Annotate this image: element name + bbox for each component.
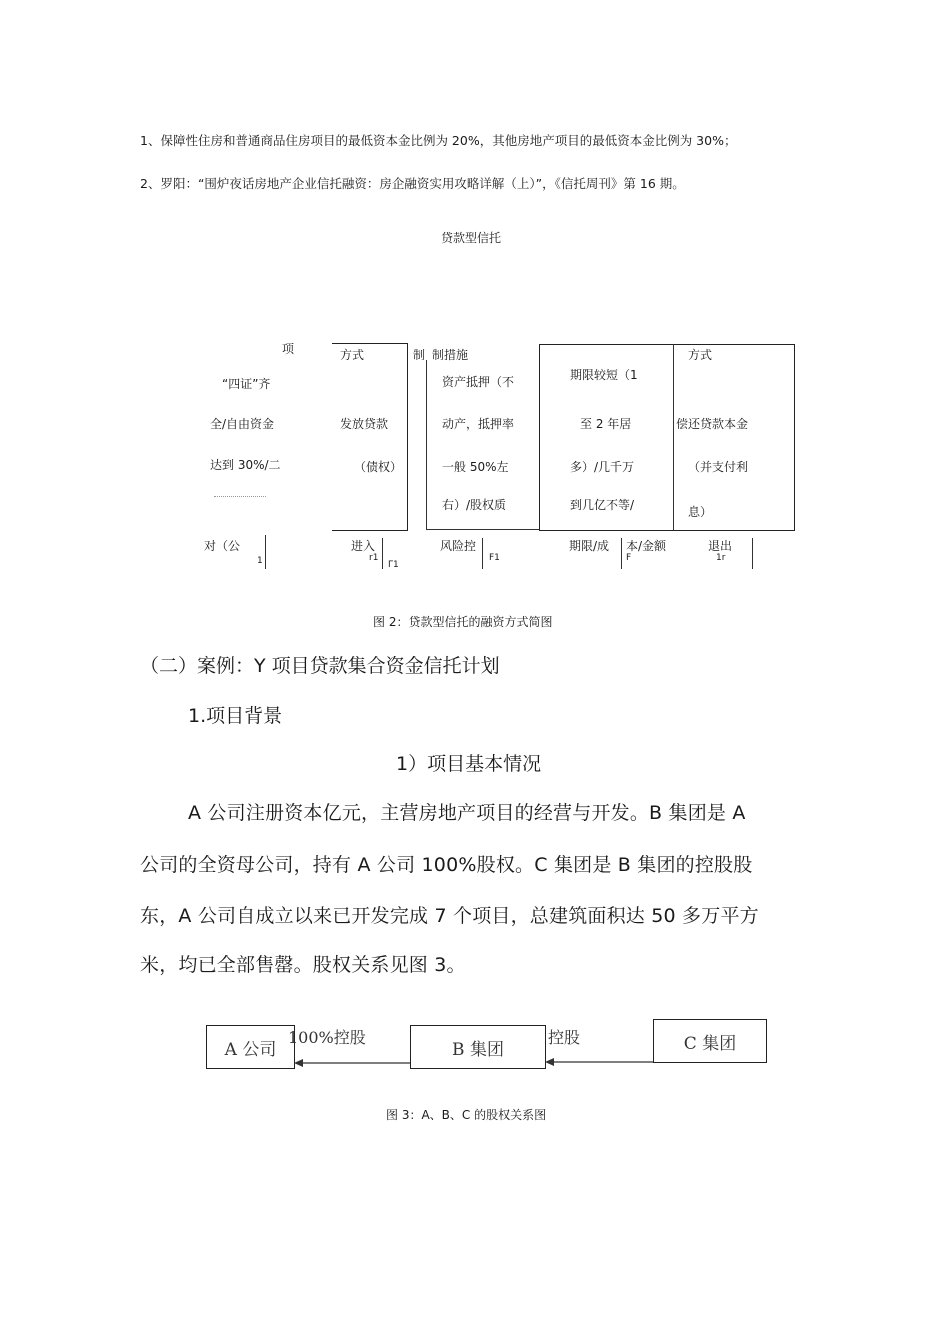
fig2-col2-sub1: r1: [369, 553, 379, 563]
arrow-head-b: [545, 1058, 554, 1066]
fig2-col4-line2: 至 2 年居: [580, 417, 632, 431]
fig2-col4-sub: F: [626, 553, 632, 563]
fig2-col5-line3: 息）: [688, 505, 713, 519]
figure2-title: 贷款型信托: [441, 231, 502, 245]
fig2-col3-line2: 动产，抵押率: [442, 417, 515, 431]
fig2-col5-bottom: 退出: [708, 539, 733, 553]
fig2-col1-line3: 达到 30%/二: [210, 458, 281, 472]
fig2-col3-top-b: 制措施: [432, 348, 469, 362]
fig2-col2-line2: （债权）: [354, 460, 403, 474]
fig2-col1-line2: 全/自由资金: [210, 417, 275, 431]
body-paragraph-line-3: 东，A 公司自成立以来已开发完成 7 个项目，总建筑面积达 50 多万平方: [140, 905, 759, 927]
fig2-col5-sub: 1r: [716, 553, 726, 563]
fig2-col3-sub: F1: [489, 553, 500, 563]
fig2-col3-top-a: 制: [413, 348, 426, 362]
fig2-box-left: [332, 343, 408, 531]
box-c-label: C 集团: [683, 1033, 737, 1054]
fig2-col4-line4: 到几亿不等/: [570, 498, 635, 512]
figure2-caption: 图 2：贷款型信托的融资方式简图: [373, 615, 553, 629]
fig2-col3-line3: 一般 50%左: [442, 460, 509, 474]
fig2-col4-bottom2: 本/金额: [626, 539, 667, 553]
arrow-head-a: [294, 1059, 303, 1067]
fig2-col4-tick: [621, 538, 622, 569]
fig2-col2-sub2: Γ1: [388, 560, 399, 570]
fig2-col2-top: 方式: [340, 348, 365, 362]
fig2-col3-line4: 右）/股权质: [442, 498, 507, 512]
box-c-group: [653, 1019, 767, 1063]
fig2-box-mid-left: [426, 360, 427, 530]
fig2-col5-divider: [673, 344, 674, 530]
fig2-col1-line1: “四证”齐: [222, 377, 271, 391]
fig2-col5-line1: 偿还贷款本金: [676, 417, 749, 431]
body-paragraph-line-2: 公司的全资母公司，持有 A 公司 100%股权。C 集团是 B 集团的控股股: [140, 854, 753, 876]
fig2-col4-line3: 多）/几千万: [570, 460, 635, 474]
label-holding: 控股: [548, 1028, 581, 1047]
fig2-col2-tick: [382, 538, 383, 569]
footnote-2: 2、罗阳：“围炉夜话房地产企业信托融资：房企融资实用攻略详解（上）”，《信托周刊》第 16 期。: [140, 176, 685, 191]
fig2-col3-bottom: 风险控: [440, 539, 477, 553]
fig2-col1-sub: 1: [257, 556, 263, 566]
box-a-label: A 公司: [224, 1039, 277, 1060]
body-paragraph-line-1: A 公司注册资本亿元，主营房地产项目的经营与开发。B 集团是 A: [188, 802, 746, 824]
footnote-1: 1、保障性住房和普通商品住房项目的最低资本金比例为 20%，其他房地产项目的最低资本金比例为 30%；: [140, 133, 737, 148]
subsubsection-heading: 1）项目基本情况: [396, 753, 542, 775]
section-heading: （二）案例：Y 项目贷款集合资金信托计划: [140, 655, 500, 677]
fig2-col5-line2: （并支付利: [688, 460, 749, 474]
body-paragraph-line-4: 米，均已全部售罄。股权关系见图 3。: [140, 954, 466, 976]
fig2-col5-tick: [752, 538, 753, 569]
fig2-box-mid-bottom: [426, 529, 540, 530]
fig2-col1-tick: [265, 535, 266, 569]
label-100-holding: 100%控股: [288, 1028, 366, 1047]
fig2-col1-bottom: 对（公: [204, 539, 241, 553]
subsection-heading: 1.项目背景: [188, 705, 283, 727]
fig2-col2-line1: 发放贷款: [340, 417, 389, 431]
fig2-col4-bottom: 期限/成: [569, 539, 610, 553]
fig2-col3-tick: [482, 538, 483, 569]
figure3-caption: 图 3：A、B、C 的股权关系图: [386, 1108, 547, 1122]
box-a-company: [206, 1025, 295, 1069]
fig2-col1-top: 项: [282, 342, 295, 356]
fig2-col3-line1: 资产抵押（不: [442, 375, 515, 389]
fig2-col1-faded: [214, 496, 266, 500]
fig2-col5-top: 方式: [688, 348, 713, 362]
fig2-col4-line1: 期限较短（1: [570, 368, 638, 382]
box-b-group: [410, 1025, 546, 1069]
fig2-col2-bottom: 进入: [351, 539, 376, 553]
box-b-label: B 集团: [452, 1039, 504, 1060]
